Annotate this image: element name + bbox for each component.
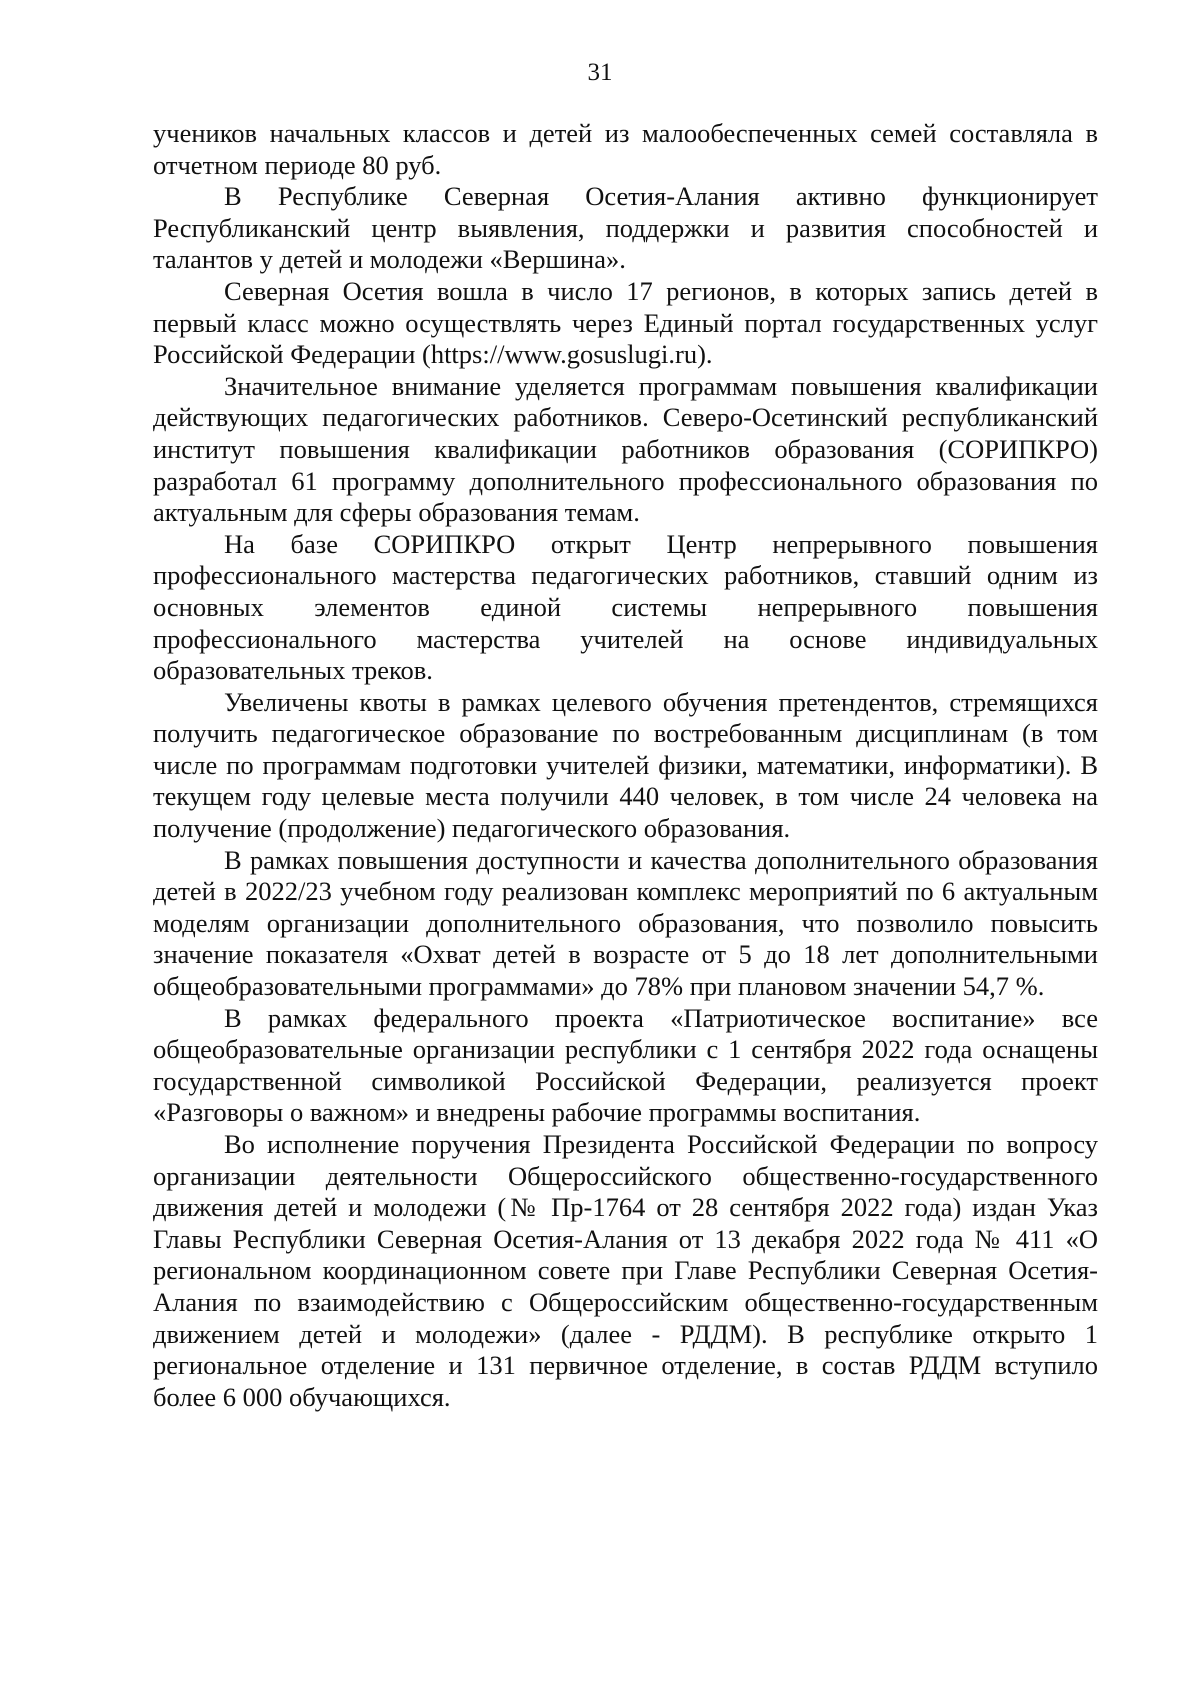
paragraph-targeted-training: Увеличены квоты в рамках целевого обучения претендентов, стремящихся получить педагогическое образование по востребованным дисциплинам (в том числе по программам подготовки учителей физики, математики, информатики). В текущем году целевые места получили 440 человек, в том числе 24 человека на получение (продолжение) педагогического образования. bbox=[153, 686, 1098, 844]
document-body bbox=[153, 118, 1098, 1413]
paragraph-continuation: учеников начальных классов и детей из малообеспеченных семей составляла в отчетном периоде 80 руб. bbox=[153, 118, 1098, 180]
page-number: 31 bbox=[587, 59, 613, 86]
paragraph-gosuslugi-enrollment: Северная Осетия вошла в число 17 регионов, в которых запись детей в первый класс можно осуществлять через Единый портал государственных услуг Российской Федерации (https://www.gosuslugi.ru). bbox=[153, 275, 1098, 370]
paragraph-rddm-movement: Во исполнение поручения Президента Российской Федерации по вопросу организации деятельности Общероссийского общественно-государственного движения детей и молодежи (№ Пр-1764 от 28 сентября 2022 года) издан Указ Главы Республики Северная Осетия-Алания от 13 декабря 2022 года № 411 «О региональном координационном совете при Главе Республики Северная Осетия-Алания по взаимодействию с Общероссийским общественно-государственным движением детей и молодежи» (далее - РДДМ). В республике открыто 1 региональное отделение и 131 первичное отделение, в состав РДДМ вступило более 6 000 обучающихся. bbox=[153, 1129, 1098, 1412]
paragraph-patriotic-education: В рамках федерального проекта «Патриотическое воспитание» все общеобразовательные организации республики с 1 сентября 2022 года оснащены государственной символикой Российской Федерации, реализуется проект «Разговоры о важном» и внедрены рабочие программы воспитания. bbox=[153, 1002, 1098, 1128]
paragraph-teacher-qualification: Значительное внимание уделяется программам повышения квалификации действующих педагогических работников. Северо-Осетинский республиканский институт повышения квалификации работников образования (СОРИПКРО) разработал 61 программу дополнительного профессионального образования по актуальным для сферы образования темам. bbox=[153, 370, 1098, 528]
paragraph-continuous-skills-center: На базе СОРИПКРО открыт Центр непрерывного повышения профессионального мастерства педагогических работников, ставший одним из основных элементов единой системы непрерывного повышения профессионального мастерства учителей на основе индивидуальных образовательных треков. bbox=[153, 528, 1098, 686]
paragraph-additional-education: В рамках повышения доступности и качества дополнительного образования детей в 2022/23 учебном году реализован комплекс мероприятий по 6 актуальным моделям организации дополнительного образования, что позволило повысить значение показателя «Охват детей в возрасте от 5 до 18 лет дополнительными общеобразовательными программами» до 78% при плановом значении 54,7 %. bbox=[153, 844, 1098, 1002]
paragraph-vershina-center: В Республике Северная Осетия-Алания активно функционирует Республиканский центр выявления, поддержки и развития способностей и талантов у детей и молодежи «Вершина». bbox=[153, 181, 1098, 275]
